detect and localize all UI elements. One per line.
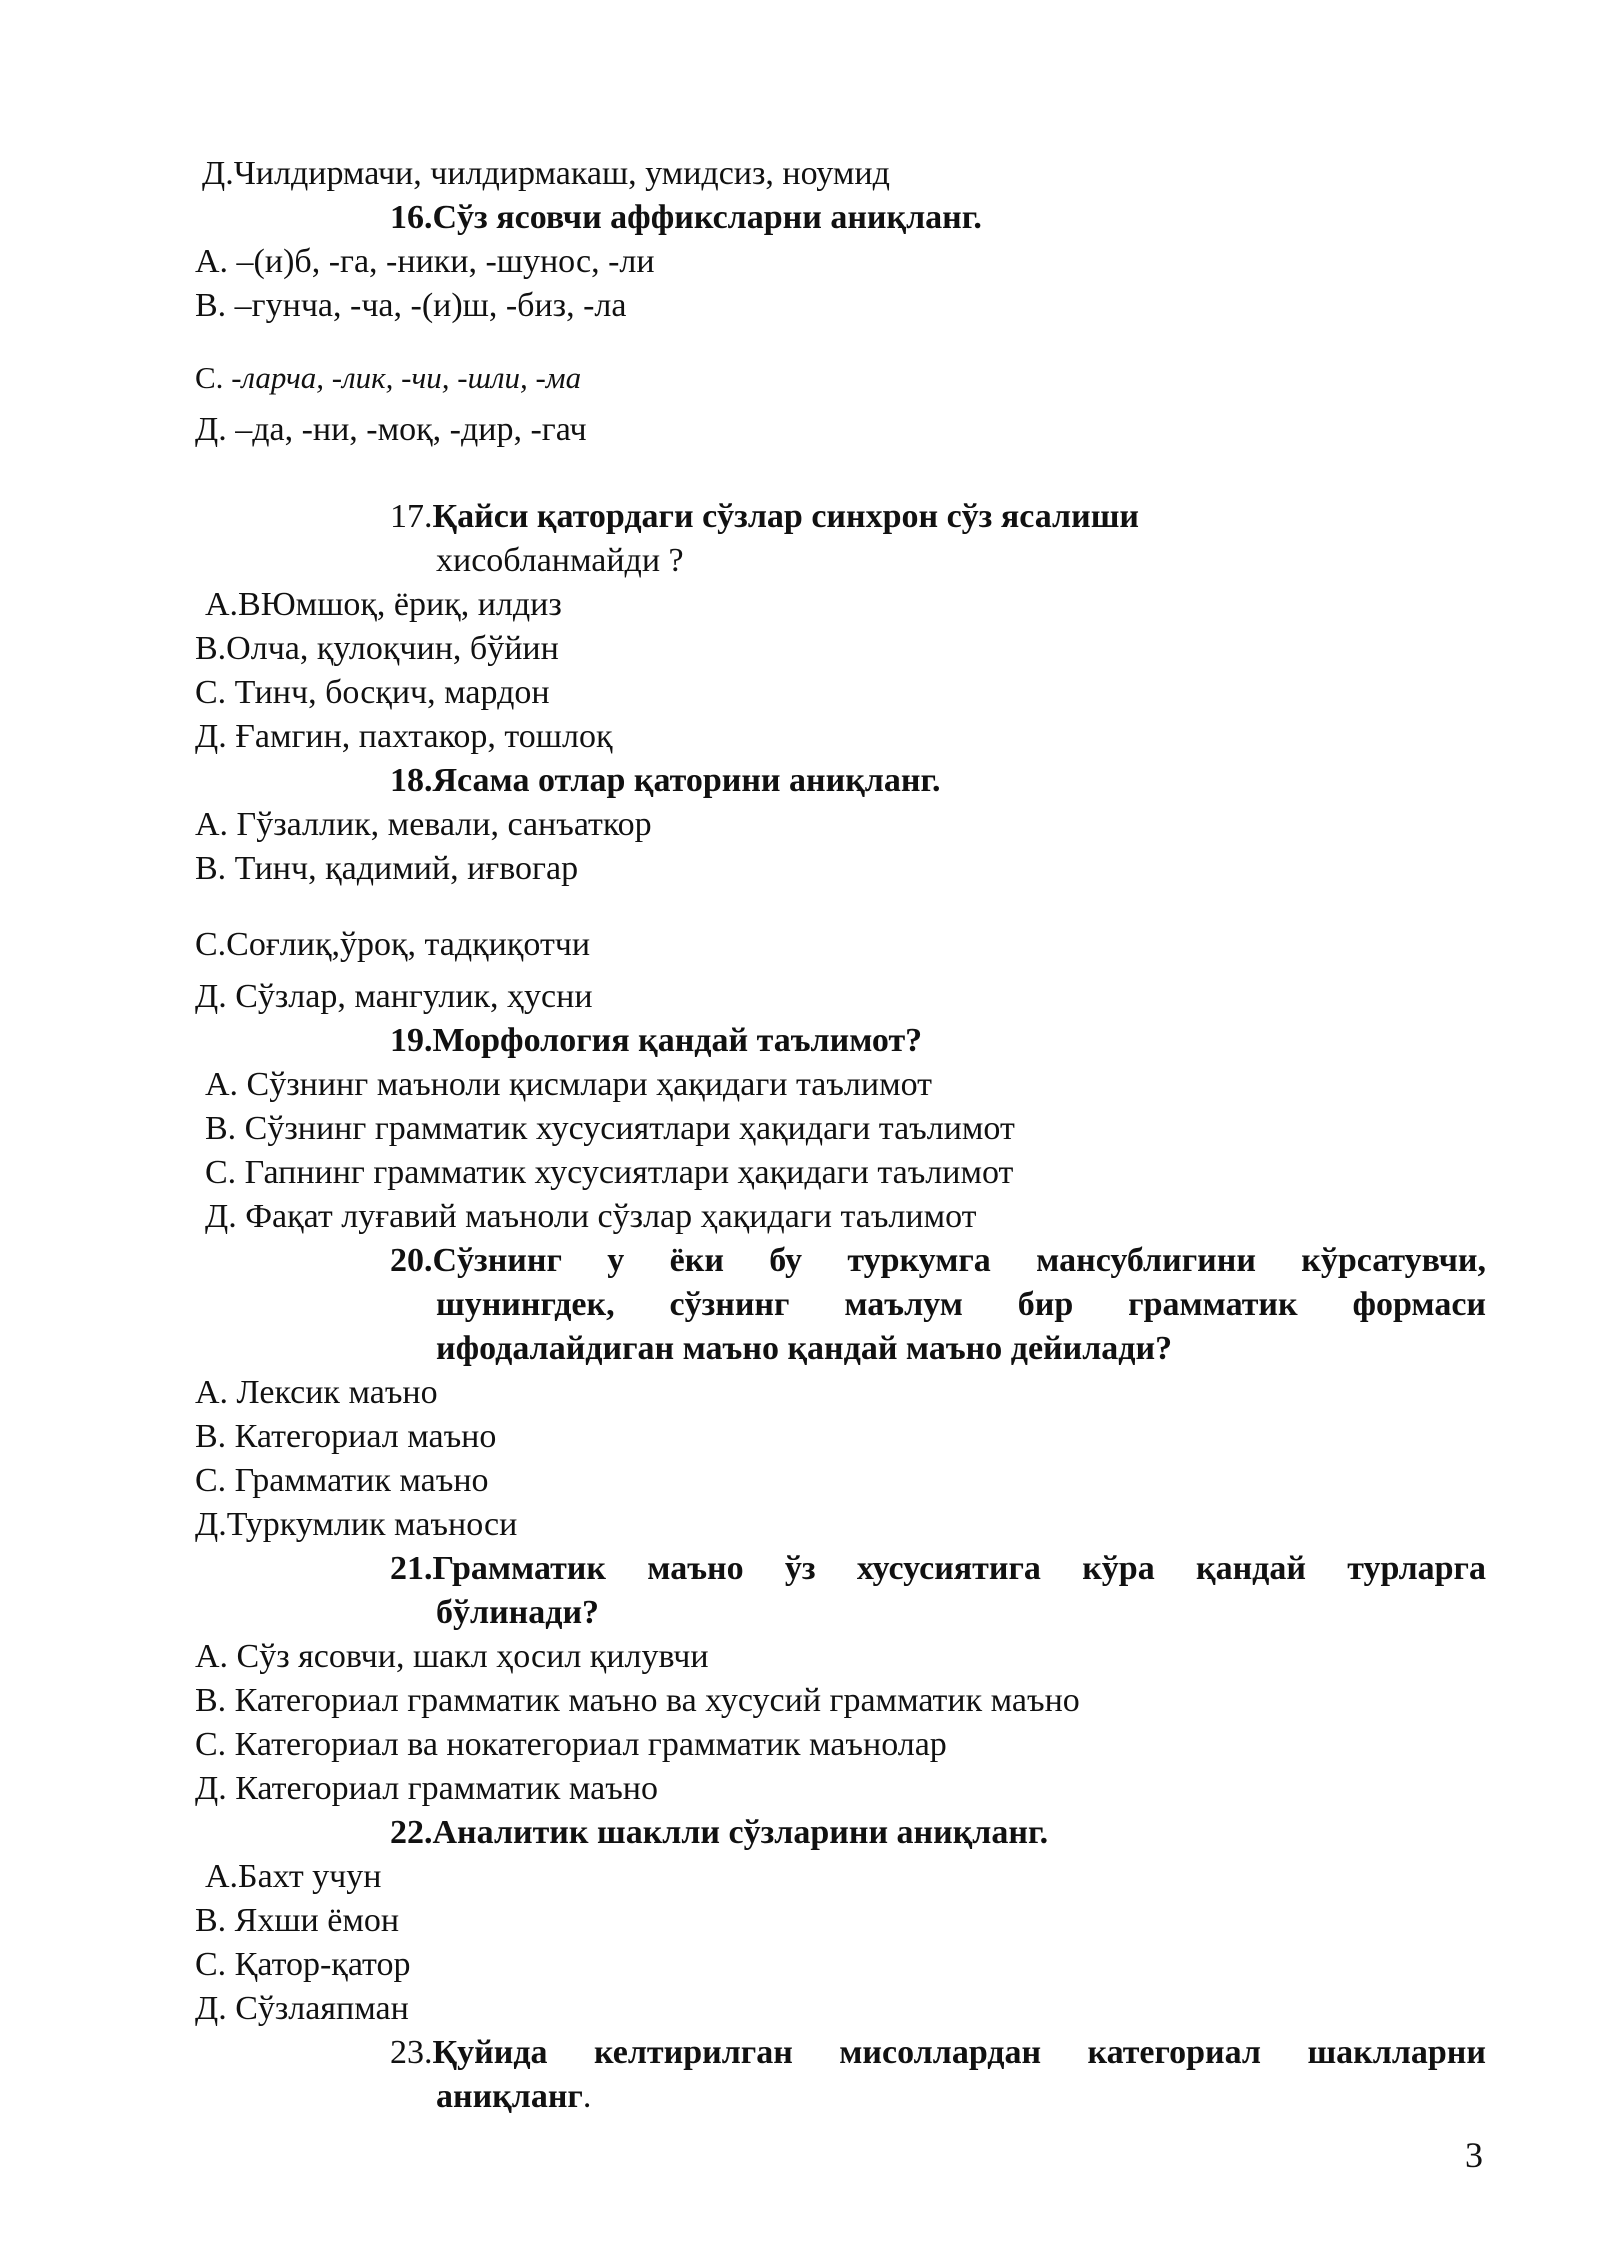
question-20-continuation: шунингдек, сўзнинг маълум бир грамматик формаси — [436, 1286, 1486, 1323]
question-21: 21.Грамматик маъно ўз хусусиятига кўра қандай турларга — [390, 1550, 1486, 1587]
answer-line: В. Категориал маъно — [195, 1418, 497, 1455]
answer-line: С. Грамматик маъно — [195, 1462, 489, 1499]
answer-line: Д. Фақат луғавий маъноли сўзлар ҳақидаги таълимот — [205, 1198, 977, 1235]
answer-line: С. Гапнинг грамматик хусусиятлари ҳақидаги таълимот — [205, 1154, 1014, 1191]
question-23-continuation — [436, 2077, 591, 2116]
answer-prefix: С. — [195, 360, 224, 395]
answer-line: С.Соғлиқ,ўроқ, тадқиқотчи — [195, 926, 591, 963]
answer-line: Д. Сўзлаяпман — [195, 1990, 409, 2027]
question-19: 19.Морфология қандай таълимот? — [390, 1022, 923, 1059]
question-text: Қайси қатордаги сўзлар синхрон сўз ясалиши — [432, 498, 1139, 535]
question-22: 22.Аналитик шаклли сўзларини аниқланг. — [390, 1814, 1049, 1851]
question-number: 23. — [390, 2034, 433, 2071]
answer-line: В. Категориал грамматик маъно ва хусусий грамматик маъно — [195, 1682, 1080, 1719]
question-number: 17. — [390, 498, 433, 535]
answer-text-italic: -ларча, -лик, -чи, -шли, -ма — [223, 360, 582, 395]
question-18: 18.Ясама отлар қаторини аниқланг. — [390, 762, 941, 799]
answer-line: Д. Сўзлар, мангулик, ҳусни — [195, 978, 593, 1015]
question-period: . — [582, 2078, 592, 2115]
answer-line: А. –(и)б, -га, -ники, -шунос, -ли — [195, 243, 655, 280]
answer-line: Д. –да, -ни, -моқ, -дир, -гач — [195, 411, 587, 448]
question-20-continuation: ифодалайдиган маъно қандай маъно дейилади? — [436, 1330, 1173, 1367]
answer-line: А.ВЮмшоқ, ёриқ, илдиз — [205, 586, 562, 623]
answer-line: Д.Чилдирмачи, чилдирмакаш, умидсиз, ноумид — [202, 155, 890, 192]
answer-line: Д. Ғамгин, пахтакор, тошлоқ — [195, 718, 613, 755]
question-text: аниқланг — [436, 2078, 583, 2115]
answer-line — [195, 360, 581, 396]
answer-line: Д.Туркумлик маъноси — [195, 1506, 518, 1543]
answer-line: С. Қатор-қатор — [195, 1946, 411, 1983]
answer-line: В. Сўзнинг грамматик хусусиятлари ҳақидаги таълимот — [205, 1110, 1015, 1147]
question-17-continuation: хисобланмайди ? — [436, 542, 684, 579]
page-number: 3 — [1465, 2135, 1483, 2175]
question-16: 16.Сўз ясовчи аффиксларни аниқланг. — [390, 199, 982, 236]
answer-line: В. –гунча, -ча, -(и)ш, -биз, -ла — [195, 287, 627, 324]
answer-line: А. Сўз ясовчи, шакл ҳосил қилувчи — [195, 1638, 709, 1675]
question-17 — [390, 497, 1139, 536]
answer-line: А.Бахт учун — [205, 1858, 382, 1895]
question-21-continuation: бўлинади? — [436, 1594, 600, 1631]
answer-line: В.Олча, қулоқчин, бўйин — [195, 630, 559, 667]
answer-line: Д. Категориал грамматик маъно — [195, 1770, 659, 1807]
answer-line: В. Яхши ёмон — [195, 1902, 400, 1939]
answer-line: В. Тинч, қадимий, иғвогар — [195, 850, 579, 887]
question-text: Қуйида келтирилган мисоллардан категориал шаклларни — [432, 2034, 1486, 2071]
question-20: 20.Сўзнинг у ёки бу туркумга мансублигини кўрсатувчи, — [390, 1242, 1486, 1279]
answer-line: А. Сўзнинг маъноли қисмлари ҳақидаги таълимот — [205, 1066, 932, 1103]
answer-line: С. Тинч, босқич, мардон — [195, 674, 550, 711]
question-23 — [390, 2033, 1486, 2072]
answer-line: А. Лексик маъно — [195, 1374, 438, 1411]
answer-line: С. Категориал ва нокатегориал грамматик маънолар — [195, 1726, 947, 1763]
answer-line: А. Гўзаллик, мевали, санъаткор — [195, 806, 652, 843]
